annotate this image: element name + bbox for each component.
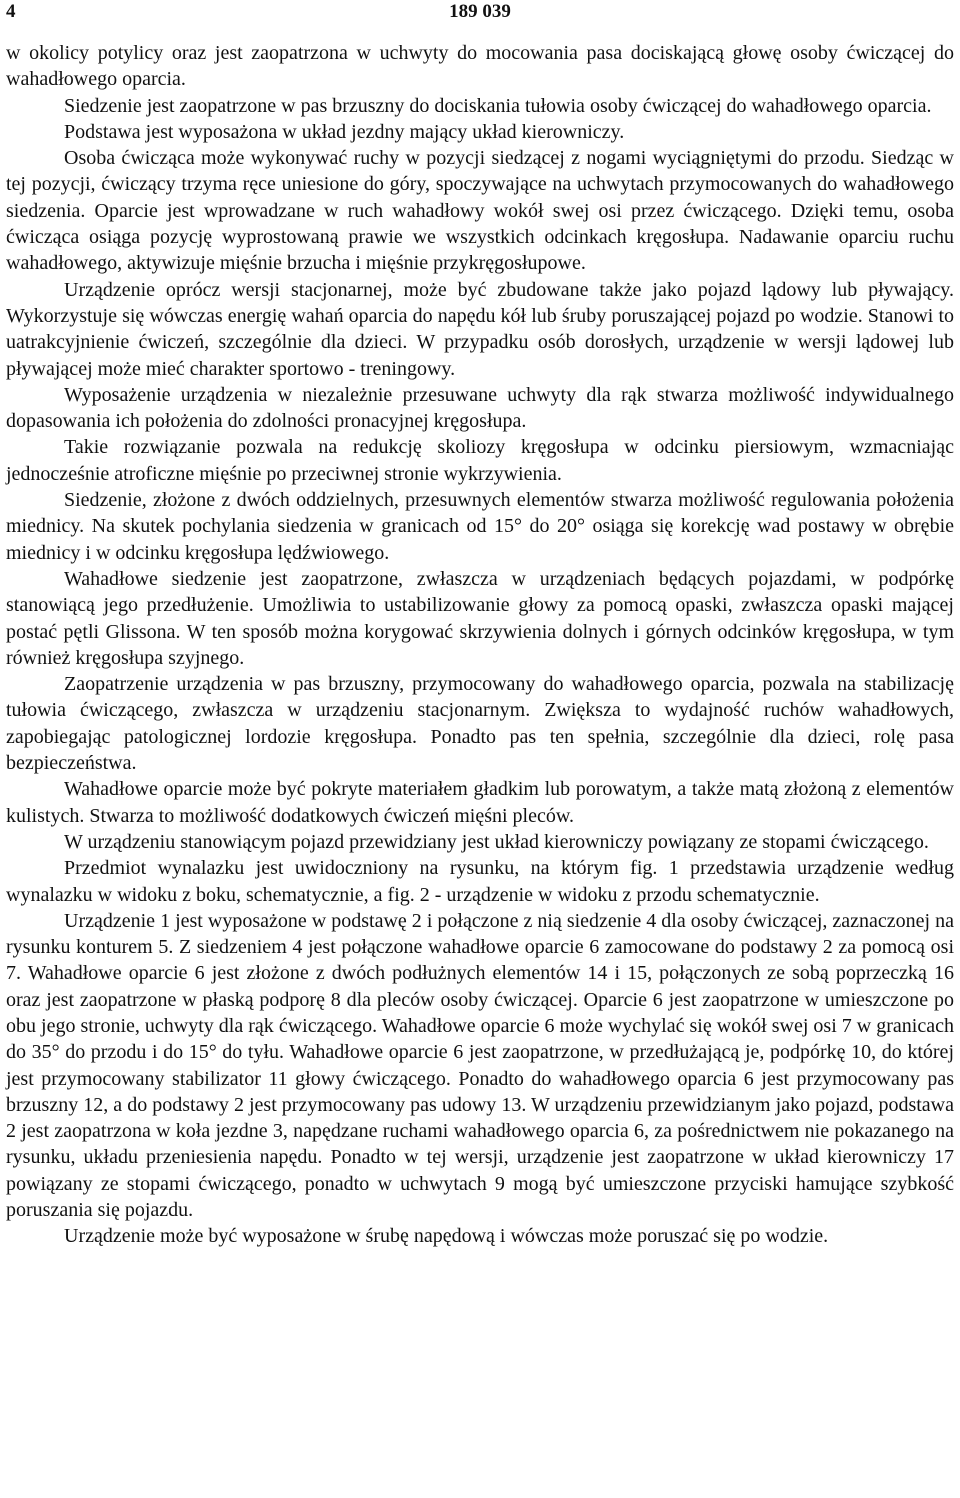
paragraph: Podstawa jest wyposażona w układ jezdny mający układ kierowniczy.	[64, 120, 625, 143]
paragraph: Wahadłowe oparcie może być pokryte materiałem gładkim lub porowatym, a także matą złożoną z elementów kulistych. Stwarza to możliwość dodatkowych ćwiczeń mięśni pleców.	[6, 778, 954, 827]
paragraph: Siedzenie jest zaopatrzone w pas brzuszny do dociskania tułowia osoby ćwiczącej do wahadłowego oparcia.	[64, 94, 932, 117]
paragraph: Urządzenie oprócz wersji stacjonarnej, może być zbudowane także jako pojazd lądowy lub pływający. Wykorzystuje się wówczas energię wahań oparcia do napędu kół lub śruby poruszającej pojazd po wodzie. Stanowi to uatrakcyjnienie ćwiczeń, szczególnie dla dzieci. W przypadku osób dorosłych, urządzenie w wersji lądowej lub pływającej może mieć charakter sportowo - treningowy.	[6, 278, 954, 380]
paragraph: Zaopatrzenie urządzenia w pas brzuszny, przymocowany do wahadłowego oparcia, pozwala na stabilizację tułowia ćwiczącego, zwłaszcza w urządzeniu stacjonarnym. Zwiększa to wydajność ruchów wahadłowych, zapobiegając patologicznej lordozie kręgosłupa. Ponadto pas ten spełnia, szczególnie dla dzieci, rolę pasa bezpieczeństwa.	[6, 673, 954, 775]
paragraph: Osoba ćwicząca może wykonywać ruchy w pozycji siedzącej z nogami wyciągniętymi do przodu. Siedząc w tej pozycji, ćwiczący trzyma ręce uniesione do góry, spoczywające na uchwytach przymocowanych do wahadłowego siedzenia. Oparcie jest wprowadzane w ruch wahadłowy wokół swej osi przez ćwiczącego. Dzięki temu, osoba ćwicząca osiąga pozycję wyprostowaną prawie we wszystkich odcinkach kręgosłupa. Nadawanie oparciu ruchu wahadłowego, aktywizuje mięśnie brzucha i mięśnie przykręgosłupowe.	[6, 147, 954, 275]
paragraph: Siedzenie, złożone z dwóch oddzielnych, przesuwnych elementów stwarza możliwość regulowania położenia miednicy. Na skutek pochylania siedzenia w granicach od 15° do 20° osiąga się korekcję wad postawy w obrębie miednicy i w odcinku kręgosłupa lędźwiowego.	[6, 489, 954, 564]
paragraph: Urządzenie może być wyposażone w śrubę napędową i wówczas może poruszać się po wodzie.	[64, 1225, 829, 1248]
paragraph: Urządzenie 1 jest wyposażone w podstawę 2 i połączone z nią siedzenie 4 dla osoby ćwiczącej, zaznaczonej na rysunku konturem 5. Z siedzeniem 4 jest połączone wahadłowe oparcie 6 zamocowane do podstawy 2 za pomocą osi 7. Wahadłowe oparcie 6 jest złożone z dwóch podłużnych elementów 14 i 15, połączonych ze sobą poprzeczką 16 oraz jest zaopatrzone w płaską podporę 8 dla pleców osoby ćwiczącej. Oparcie 6 jest zaopatrzone w umieszczone po obu jego stronie, uchwyty dla rąk ćwiczącego. Wahadłowe oparcie 6 może wychylać się wokół swej osi 7 w granicach do 35° do przodu i do 15° do tyłu. Wahadłowe oparcie 6 jest zaopatrzone, w przedłużającą je, podpórkę 10, do której jest przymocowany stabilizator 11 głowy ćwiczącego. Ponadto do wahadłowego oparcia 6 jest przymocowany pas brzuszny 12, a do podstawy 2 jest przymocowany pas udowy 13. W urządzeniu przewidzianym jako pojazd, podstawa 2 jest zaopatrzona w koła jezdne 3, napędzane ruchami wahadłowego oparcia 6, za pośrednictwem nie pokazanego na rysunku, układu przeniesienia napędu. Ponadto w tej wersji, urządzenie jest zaopatrzone w układ kierowniczy 17 powiązany ze stopami ćwiczącego, ponadto w uchwytach 9 mogą być umieszczone przyciski hamujące szybkość poruszania się pojazdu.	[6, 909, 954, 1222]
paragraph: Wyposażenie urządzenia w niezależnie przesuwane uchwyty dla rąk stwarza możliwość indywidualnego dopasowania ich położenia do zdolności pronacyjnej kręgosłupa.	[6, 383, 954, 433]
body-text	[6, 40, 954, 1250]
paragraph: Wahadłowe siedzenie jest zaopatrzone, zwłaszcza w urządzeniach będących pojazdami, w podpórkę stanowiącą jego przedłużenie. Umożliwia to ustabilizowanie głowy za pomocą opaski, zwłaszcza opaski mającej postać pętli Glissona. W ten sposób można korygować skrzywienia dolnych i górnych odcinków kręgosłupa, w tym również kręgosłupa szyjnego.	[6, 567, 954, 669]
paragraph: Takie rozwiązanie pozwala na redukcję skoliozy kręgosłupa w odcinku piersiowym, wzmacniając jednocześnie atroficzne mięśnie po przeciwnej stronie wykrzywienia.	[6, 436, 954, 485]
paragraph-continuation: w okolicy potylicy oraz jest zaopatrzona w uchwyty do mocowania pasa dociskającą głowę osoby ćwiczącej do wahadłowego oparcia.	[6, 42, 954, 91]
page-header	[6, 0, 954, 30]
document-number: 189 039	[449, 1, 511, 22]
page-number: 4	[6, 1, 16, 22]
paragraph: W urządzeniu stanowiącym pojazd przewidziany jest układ kierowniczy powiązany ze stopami ćwiczącego.	[64, 830, 929, 853]
paragraph: Przedmiot wynalazku jest uwidoczniony na rysunku, na którym fig. 1 przedstawia urządzenie według wynalazku w widoku z boku, schematycznie, a fig. 2 - urządzenie w widoku z przodu schematycznie.	[6, 857, 954, 906]
